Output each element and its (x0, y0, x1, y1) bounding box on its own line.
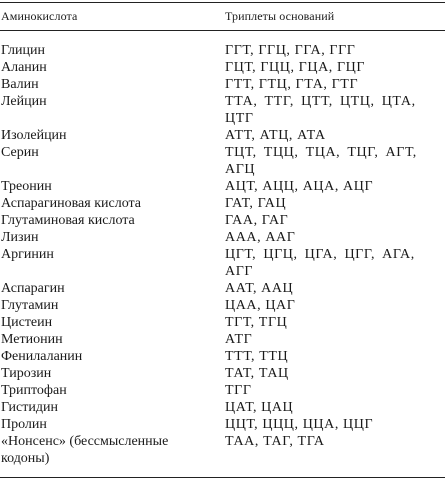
table-header-rule (0, 30, 445, 31)
triplet-list: ЦЦТ, ЦЦЦ, ЦЦА, ЦЦГ (225, 417, 374, 432)
amino-acid-name: Пролин (1, 417, 47, 432)
amino-acid-name: Метионин (1, 332, 63, 347)
amino-acid-name: Треонин (1, 179, 52, 194)
table-top-rule (0, 2, 445, 3)
triplet-list: ААТ, ААЦ (225, 281, 294, 296)
amino-acid-name: Фенилаланин (1, 349, 83, 364)
amino-acid-name: Глутаминовая кислота (1, 213, 135, 228)
amino-acid-name: Изолейцин (1, 128, 67, 143)
header-triplets: Триплеты оснований (225, 9, 335, 23)
amino-acid-name: Лизин (1, 230, 39, 245)
amino-acid-name: Тирозин (1, 366, 52, 381)
amino-acid-name: Триптофан (1, 383, 67, 398)
header-amino-acid: Аминокислота (1, 9, 78, 23)
triplet-list: ГАТ, ГАЦ (225, 196, 287, 211)
triplet-list: ТТА, ТТГ, ЦТТ, ЦТЦ, ЦТА, ЦТГ (225, 94, 416, 126)
triplet-list: АТТ, АТЦ, АТА (225, 128, 326, 143)
table-bottom-rule (0, 477, 445, 478)
amino-acid-name: «Нонсенс» (бессмысленные кодоны) (1, 434, 169, 466)
triplet-list: ТАТ, ТАЦ (225, 366, 289, 381)
amino-acid-name: Аланин (1, 60, 47, 75)
triplet-list: ГГТ, ГГЦ, ГГА, ГГГ (225, 43, 356, 58)
amino-acid-name: Аспарагин (1, 281, 65, 296)
amino-acid-name: Валин (1, 77, 39, 92)
triplet-list: ГЦТ, ГЦЦ, ГЦА, ГЦГ (225, 60, 366, 75)
amino-acid-name: Серин (1, 145, 39, 160)
triplet-list: АЦТ, АЦЦ, АЦА, АЦГ (225, 179, 374, 194)
triplet-list: ТГТ, ТГЦ (225, 315, 288, 330)
triplet-list: ТТТ, ТТЦ (225, 349, 289, 364)
amino-acid-name: Лейцин (1, 94, 47, 109)
amino-acid-name: Глицин (1, 43, 45, 58)
triplet-list: ГАА, ГАГ (225, 213, 289, 228)
triplet-list: ЦГТ, ЦГЦ, ЦГА, ЦГГ, АГА, АГГ (225, 247, 415, 279)
amino-acid-name: Аргинин (1, 247, 54, 262)
amino-acid-name: Глутамин (1, 298, 59, 313)
triplet-list: ГТТ, ГТЦ, ГТА, ГТГ (225, 77, 359, 92)
triplet-list: ТЦТ, ТЦЦ, ТЦА, ТЦГ, АГТ, АГЦ (225, 145, 417, 177)
amino-acid-name: Цистеин (1, 315, 53, 330)
amino-acid-name: Аспарагиновая кислота (1, 196, 142, 211)
amino-acid-name: Гистидин (1, 400, 58, 415)
triplet-list: ТАА, ТАГ, ТГА (225, 434, 325, 449)
triplet-list: ЦАА, ЦАГ (225, 298, 296, 313)
triplet-list: ЦАТ, ЦАЦ (225, 400, 294, 415)
triplet-list: ТГГ (225, 383, 252, 398)
triplet-list: ААА, ААГ (225, 230, 296, 245)
triplet-list: АТГ (225, 332, 253, 347)
